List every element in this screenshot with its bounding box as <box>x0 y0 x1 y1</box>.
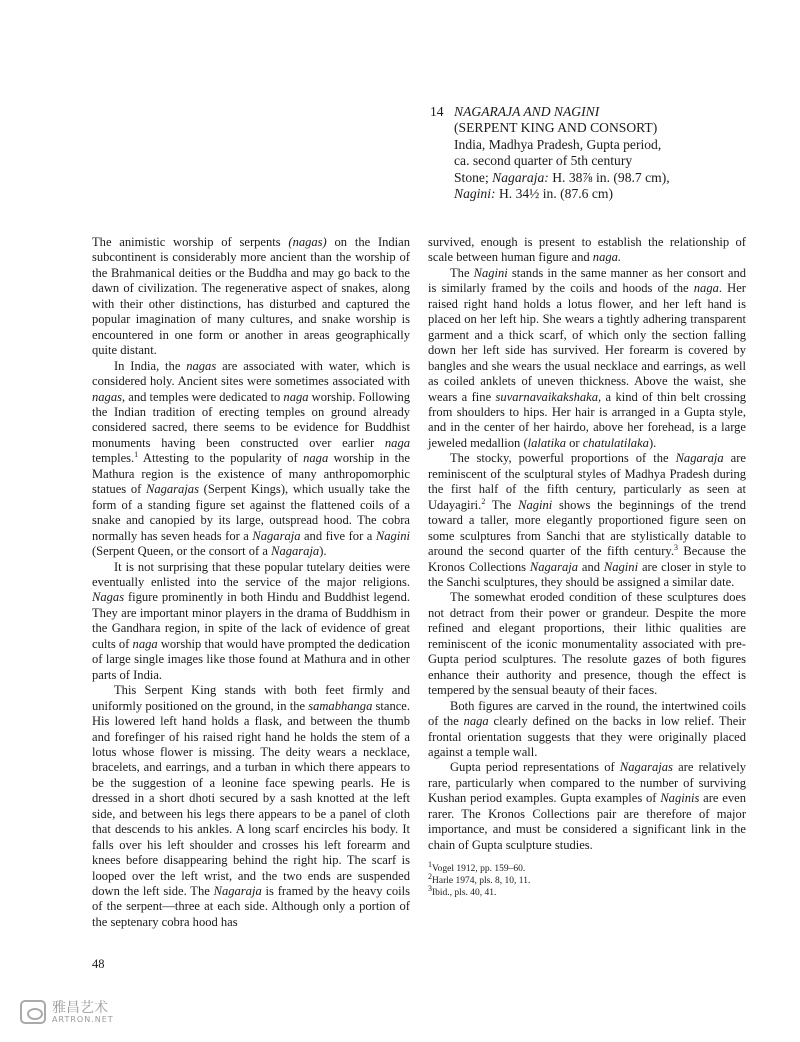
footnote: $^1$Vogel 1912, pp. 159–60. <box>428 859 526 875</box>
page-number: 48 <box>92 957 105 971</box>
caption-dimensions-1 <box>454 170 760 186</box>
catalog-caption <box>430 104 760 202</box>
paragraph: In India, the nagas are associated with water, which is considered holy. Ancient sites were sometimes associated with nagas, and temples were dedicated to naga worship. Following the Indian tradition of erecting temples on ground already considered sacred, there seems to be evidence for Buddhist monuments having been constructed over earlier naga temples.$^1$ Attesting to the popularity of naga worship in the Mathura region is the existence of many anthropomorphic statues of Nagarajas (Serpent Kings), which usually take the form of a standing figure set against the flattened coils of a snake and canopied by its large, outspread hood. The cobra normally has seven heads for a Nagaraja and five for a Nagini (Serpent Queen, or the consort of a Nagaraja). <box>92 358 410 559</box>
paragraph: The Nagini stands in the same manner as her consort and is similarly framed by the coils and hoods of the naga. Her raised right hand holds a lotus flower, and her left hand is placed on her left hip. She wears a tightly adhering transparent garment and a thick scarf, of which only the section falling down her left side has survived. Her forearm is covered by bangles and she wears the usual necklace and earrings, as well as coiled anklets of uneven thickness. Above the waist, she wears a fine suvarnavaikakshaka, a kind of thin belt crossing from shoulders to hips. Her hair is arranged in a Gupta style, and in the center of her hairdo, above her forehead, is a large jeweled medallion (lalatika or chatulatilaka). <box>428 265 746 450</box>
caption-nagini-size: H. 34½ in. (87.6 cm) <box>498 186 613 202</box>
caption-title: NAGARAJA AND NAGINI <box>454 104 600 119</box>
body-column-left <box>92 235 410 930</box>
paragraph: The somewhat eroded condition of these sculptures does not detract from their power or grandeur. Despite the more refined and elegant proportions, their lithic qualities are reminiscent of the iconic monumentality associated with pre-Gupta period sculptures. The resolute gazes of both figures enhance their authority and presence, though the effect is tempered by the sensual beauty of their faces. <box>428 590 746 698</box>
caption-material: Stone; <box>454 169 489 185</box>
paragraph: It is not surprising that these popular tutelary deities were eventually enlisted into the service of the major religions. Nagas figure prominently in both Hindu and Buddhist legend. They are important minor players in the drama of Buddhism in the Gandhara region, in spite of the lack of evidence of great cults of naga worship that would have prompted the dedication of large single images like those found at Mathura and in other parts of India. <box>92 559 410 682</box>
catalog-number: 14 <box>430 104 444 119</box>
caption-dimensions-2 <box>454 186 760 202</box>
footnote: $^2$Harle 1974, pls. 8, 10, 11. <box>428 871 531 887</box>
body-column-right <box>428 235 746 899</box>
caption-nagini-label: Nagini: <box>454 186 496 202</box>
caption-nagaraja-label: Nagaraja: <box>492 169 549 185</box>
watermark-text: 雅昌艺术 <box>52 999 108 1016</box>
paragraph: The stocky, powerful proportions of the Nagaraja are reminiscent of the sculptural styles of Madhya Pradesh during the first half of the fifth century, particularly as seen at Udayagiri.$^2$ The Nagini shows the beginnings of the trend toward a taller, more elegantly proportioned figure seen on some sculptures from Sanchi that are stylistically datable to around the second quarter of the fifth century.$^3$ Because the Kronos Collections Nagaraja and Nagini are closer in style to the Sanchi sculptures, they should be assigned a similar date. <box>428 451 747 589</box>
caption-nagaraja-size: H. 38⅞ in. (98.7 cm), <box>552 169 670 185</box>
footnote: $^3$Ibid., pls. 40, 41. <box>428 883 497 899</box>
paragraph: This Serpent King stands with both feet firmly and uniformly positioned on the ground, in the samabhanga stance. His lowered left hand holds a flask, and between the thumb and forefinger of his raised right hand he holds the stem of a lotus whose flower is missing. The deity wears a necklace, bracelets, and earrings, and a turban in which there appears to be the suggestion of a leonine face spewing pearls. He is dressed in a short dhoti secured by a sash knotted at the left side, and between his legs there appears to be a panel of cloth that descends to his ankles. A long scarf encircles his body. It falls over his left shoulder and crosses his left forearm and knees before disappearing behind the right hip. The scarf is looped over the left wrist, and the two ends are suspended down the left side. The Nagaraja is framed by the heavy coils of the serpent—three at each side. Although only a portion of the septenary cobra hood has <box>92 683 411 929</box>
artron-logo-icon <box>20 1000 46 1024</box>
caption-date: ca. second quarter of 5th century <box>454 153 633 169</box>
caption-place: India, Madhya Pradesh, Gupta period, <box>454 136 662 152</box>
watermark-sub: ARTRON.NET <box>52 1014 114 1024</box>
footnotes <box>428 859 746 899</box>
paragraph: Gupta period representations of Nagarajas are relatively rare, particularly when compared to the number of surviving Kushan period examples. Gupta examples of Naginis are even rarer. The Kronos Collections pair are therefore of major importance, and must be considered a significant link in the chain of Gupta sculpture studies. <box>428 760 746 852</box>
paragraph: Both figures are carved in the round, the intertwined coils of the naga clearly defined on the backs in low relief. Their frontal orientation suggests that they were originally placed against a temple wall. <box>428 698 746 759</box>
paragraph: survived, enough is present to establish the relationship of scale between human figure and naga. <box>428 235 746 265</box>
paragraph: The animistic worship of serpents (nagas) on the Indian subcontinent is considerably more ancient than the worship of the Brahmanical deities or the Buddha and may go back to the dawn of civilization. The regenerative aspect of snakes, along with their other distinctions, has disturbed and captured the popular imagination of many cultures, and snake worship is encountered in one form or another in areas geographically quite distant. <box>92 235 410 358</box>
watermark <box>20 1000 114 1024</box>
caption-subtitle: (SERPENT KING AND CONSORT) <box>454 120 658 136</box>
